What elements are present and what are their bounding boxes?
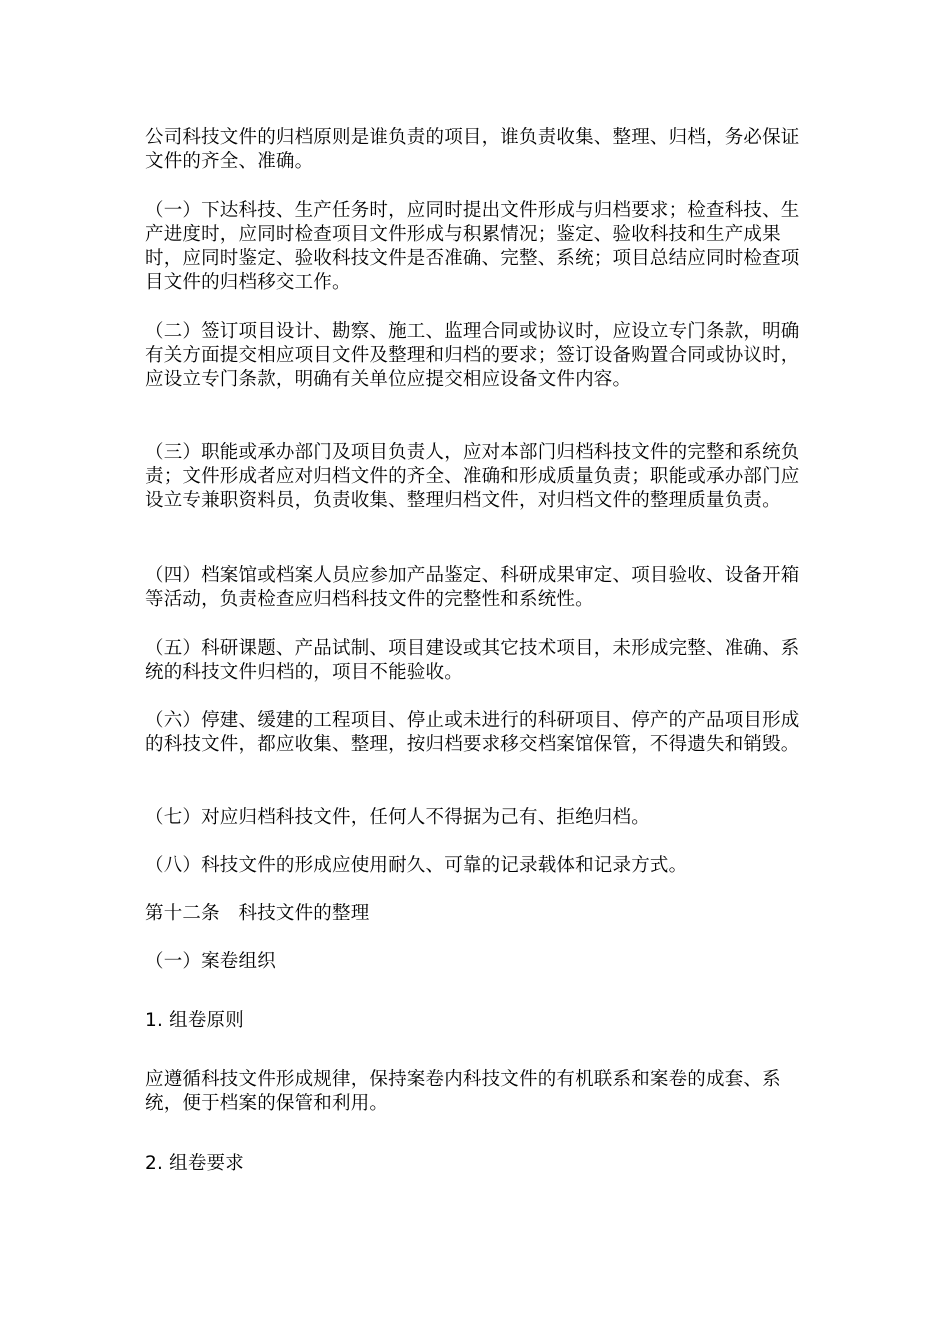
paragraph-item-6: （六）停建、缓建的工程项目、停止或未进行的科研项目、停产的产品项目形成的科技文件，都应收集、整理，按归档要求移交档案馆保管，不得遗失和销毁。	[145, 710, 800, 755]
subheading-case-organization: （一）案卷组织	[145, 951, 276, 972]
paragraph-archiving-principle: 公司科技文件的归档原则是谁负责的项目，谁负责收集、整理、归档，务必保证文件的齐全、准确。	[145, 127, 800, 172]
paragraph-item-1: （一）下达科技、生产任务时，应同时提出文件形成与归档要求；检查科技、生产进度时，应同时检查项目文件形成与积累情况；鉴定、验收科技和生产成果时，应同时鉴定、验收科技文件是否准确、完整、系统；项目总结应同时检查项目文件的归档移交工作。	[145, 200, 800, 293]
section-heading-article-12: 第十二条 科技文件的整理	[145, 903, 370, 924]
subheading-requirements: 2. 组卷要求	[145, 1153, 244, 1174]
paragraph-item-8: （八）科技文件的形成应使用耐久、可靠的记录载体和记录方式。	[145, 855, 688, 876]
paragraph-item-2: （二）签订项目设计、勘察、施工、监理合同或协议时，应设立专门条款，明确有关方面提交相应项目文件及整理和归档的要求；签订设备购置合同或协议时，应设立专门条款，明确有关单位应提交相应设备文件内容。	[145, 321, 800, 390]
paragraph-principle-body: 应遵循科技文件形成规律，保持案卷内科技文件的有机联系和案卷的成套、系统，便于档案的保管和利用。	[145, 1069, 781, 1114]
paragraph-item-3: （三）职能或承办部门及项目负责人，应对本部门归档科技文件的完整和系统负责；文件形成者应对归档文件的齐全、准确和形成质量负责；职能或承办部门应设立专兼职资料员，负责收集、整理归档文件，对归档文件的整理质量负责。	[145, 442, 800, 511]
paragraph-item-7: （七）对应归档科技文件，任何人不得据为己有、拒绝归档。	[145, 807, 650, 828]
paragraph-item-4: （四）档案馆或档案人员应参加产品鉴定、科研成果审定、项目验收、设备开箱等活动，负责检查应归档科技文件的完整性和系统性。	[145, 565, 800, 610]
subheading-principle: 1. 组卷原则	[145, 1010, 244, 1031]
paragraph-item-5: （五）科研课题、产品试制、项目建设或其它技术项目，未形成完整、准确、系统的科技文件归档的，项目不能验收。	[145, 638, 800, 683]
